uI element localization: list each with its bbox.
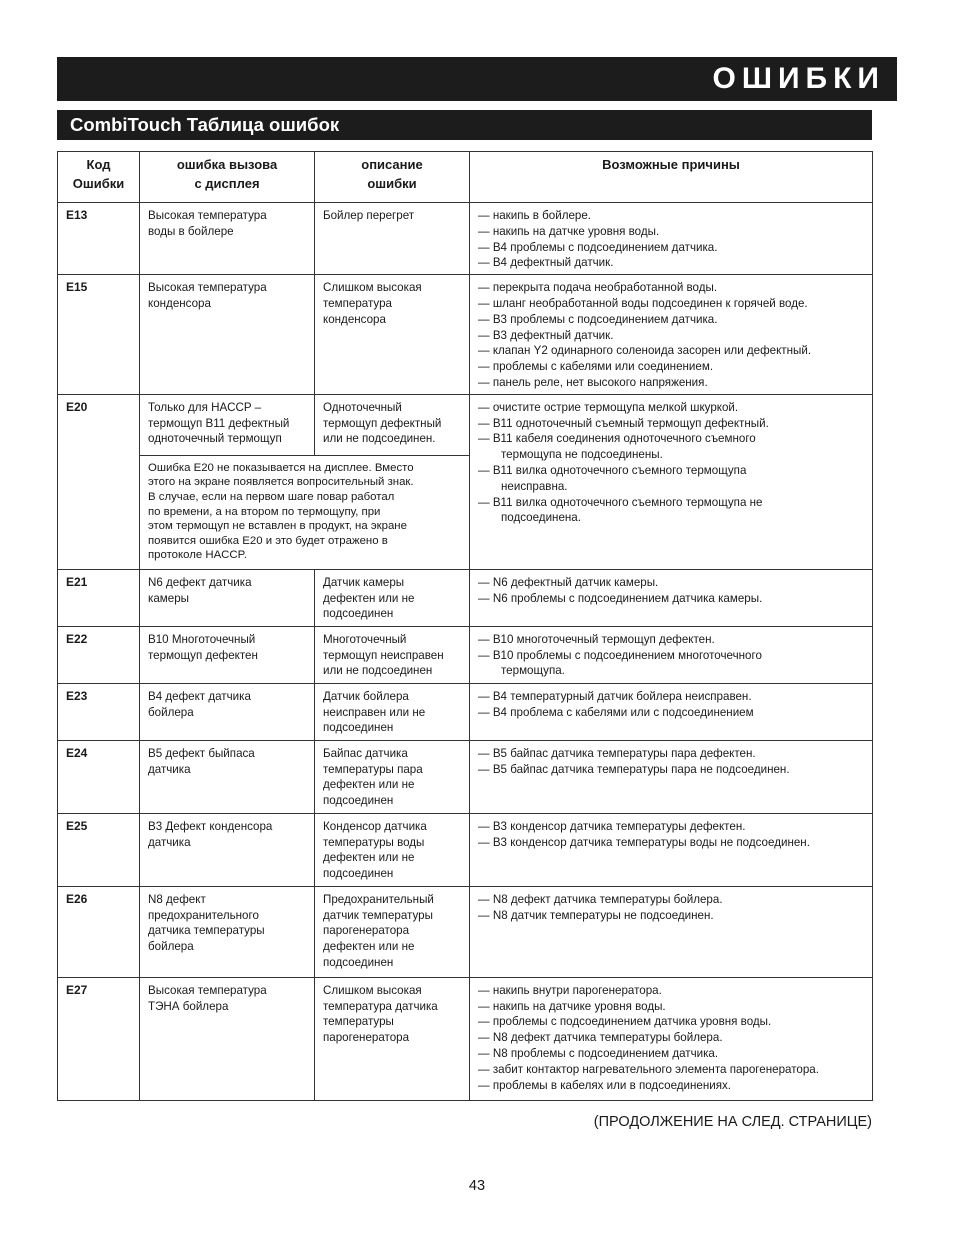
description-line: термощуп дефектный	[323, 416, 442, 430]
cause-line: — B10 проблемы с подсоединением многоточечного	[478, 648, 762, 662]
e20-note	[140, 455, 470, 569]
table-row	[58, 203, 873, 275]
description-line: Многоточечный	[323, 632, 407, 646]
description-line: дефектен или не	[323, 940, 415, 954]
note-line: по времени, а на втором по термощупу, при	[148, 505, 381, 518]
cause-line: — N8 проблемы с подсоединением датчика.	[478, 1046, 719, 1060]
cause-line: — накипь на датчке уровня воды.	[478, 224, 660, 238]
description-line: Конденсор датчика	[323, 819, 427, 833]
cause-line: — панель реле, нет высокого напряжения.	[478, 375, 708, 389]
description-line: Байпас датчика	[323, 746, 408, 760]
display-line: термощуп B11 дефектный	[148, 416, 290, 430]
display-error	[140, 740, 315, 813]
cause-line: — B4 проблема с кабелями или с подсоединением	[478, 705, 754, 719]
error-table	[57, 151, 873, 1101]
description-line: или не подсоединен.	[323, 432, 436, 446]
cause-line: термощупа.	[501, 664, 565, 678]
possible-causes	[470, 813, 873, 886]
cause-line: — B4 температурный датчик бойлера неисправен.	[478, 689, 752, 703]
display-line: воды в бойлере	[148, 224, 234, 238]
header-description-line: ошибки	[367, 176, 417, 191]
possible-causes	[470, 886, 873, 977]
description-line: неисправен или не	[323, 705, 426, 719]
display-line: B5 дефект быйпаса	[148, 746, 255, 760]
display-line: Высокая температура	[148, 983, 267, 997]
page-header-bar	[57, 57, 897, 101]
cause-line: — B5 байпас датчика температуры пара дефектен.	[478, 746, 756, 760]
cause-line: — N8 дефект датчика температуры бойлера.	[478, 892, 723, 906]
display-line: термощуп дефектен	[148, 648, 258, 662]
description-line: подсоединен	[323, 721, 394, 735]
table-row	[58, 275, 873, 395]
description-line: Слишком высокая	[323, 983, 422, 997]
display-line: камеры	[148, 591, 189, 605]
description-line: температуры воды	[323, 835, 425, 849]
description-line: дефектен или не	[323, 591, 415, 605]
error-description	[315, 626, 470, 683]
description-line: Слишком высокая	[323, 281, 422, 295]
note-line: Ошибка E20 не показывается на дисплее. Вместо	[148, 461, 414, 474]
display-line: B10 Многоточечный	[148, 632, 256, 646]
description-line: или не подсоединен	[323, 664, 433, 678]
cause-line: — B5 байпас датчика температуры пара не подсоединен.	[478, 762, 790, 776]
table-row	[58, 394, 873, 455]
cause-line: неисправна.	[501, 479, 568, 493]
display-error	[140, 394, 315, 455]
header-code-line: Код	[86, 157, 111, 172]
possible-causes	[470, 626, 873, 683]
cause-line: — перекрыта подача необработанной воды.	[478, 281, 718, 295]
header-causes	[470, 152, 873, 203]
cause-line: — B3 дефектный датчик.	[478, 328, 614, 342]
display-error	[140, 569, 315, 626]
display-line: Высокая температура	[148, 281, 267, 295]
cause-line: — проблемы с подсоединением датчика уровня воды.	[478, 1015, 772, 1029]
cause-line: — N6 проблемы с подсоединением датчика камеры.	[478, 591, 763, 605]
description-line: Предохранительный	[323, 892, 434, 906]
error-description	[315, 813, 470, 886]
description-line: подсоединен	[323, 867, 394, 881]
error-description	[315, 275, 470, 395]
cause-line: — B4 проблемы с подсоединением датчика.	[478, 240, 718, 254]
cause-line: — клапан Y2 одинарного соленоида засорен или дефектный.	[478, 344, 812, 358]
note-line: В случае, если на первом шаге повар работал	[148, 490, 395, 503]
cause-line: — проблемы в кабелях или в подсоединениях.	[478, 1078, 732, 1092]
description-line: дефектен или не	[323, 778, 415, 792]
header-display-line: ошибка вызова	[176, 157, 278, 172]
table-row	[58, 740, 873, 813]
error-code: E26	[58, 886, 140, 977]
table-row	[58, 569, 873, 626]
header-code-line: Ошибки	[72, 176, 125, 191]
error-code: E27	[58, 977, 140, 1100]
cause-line: — B3 конденсор датчика температуры воды не подсоединен.	[478, 835, 810, 849]
description-line: парогенератора	[323, 924, 410, 938]
error-code: E15	[58, 275, 140, 395]
error-description	[315, 740, 470, 813]
possible-causes	[470, 977, 873, 1100]
possible-causes	[470, 683, 873, 740]
display-error	[140, 683, 315, 740]
display-error	[140, 813, 315, 886]
error-code: E21	[58, 569, 140, 626]
cause-line: термощупа не подсоединены.	[501, 448, 663, 462]
description-line: подсоединен	[323, 955, 394, 969]
error-code: E23	[58, 683, 140, 740]
cause-line: — очистите острие термощупа мелкой шкуркой.	[478, 400, 739, 414]
header-code	[58, 152, 140, 203]
description-line: датчик температуры	[323, 908, 433, 922]
possible-causes	[470, 740, 873, 813]
display-line: Только для HACCP –	[148, 400, 262, 414]
display-error	[140, 626, 315, 683]
error-code: E25	[58, 813, 140, 886]
table-row	[58, 813, 873, 886]
cause-line: подсоединена.	[501, 511, 581, 525]
header-description-line: описание	[361, 157, 423, 172]
cause-line: — N8 дефект датчика температуры бойлера.	[478, 1031, 723, 1045]
cause-line: — B4 дефектный датчик.	[478, 256, 614, 270]
display-error	[140, 203, 315, 275]
description-line: температура	[323, 296, 392, 310]
error-description	[315, 203, 470, 275]
table-row	[58, 977, 873, 1100]
description-line: Датчик бойлера	[323, 689, 409, 703]
note-line: появится ошибка E20 и это будет отражено в	[148, 534, 388, 547]
display-line: одноточечный термощуп	[148, 432, 282, 446]
display-error	[140, 886, 315, 977]
section-title: CombiTouch Таблица ошибок	[70, 114, 340, 135]
display-line: N6 дефект датчика	[148, 575, 252, 589]
display-line: B3 Дефект конденсора	[148, 819, 273, 833]
header-display-line: с дисплея	[194, 176, 260, 191]
cause-line: — N6 дефектный датчик камеры.	[478, 575, 659, 589]
error-description	[315, 569, 470, 626]
possible-causes	[470, 394, 873, 569]
table-header-row	[58, 152, 873, 203]
header-description	[315, 152, 470, 203]
error-code: E13	[58, 203, 140, 275]
cause-line: — шланг необработанной воды подсоединен к горячей воде.	[478, 296, 808, 310]
description-line: Датчик камеры	[323, 575, 405, 589]
error-description	[315, 977, 470, 1100]
display-line: датчика	[148, 835, 191, 849]
possible-causes	[470, 569, 873, 626]
page-title: ОШИБКИ	[712, 62, 885, 95]
display-line: бойлера	[148, 940, 194, 954]
cause-line: — B3 проблемы с подсоединением датчика.	[478, 312, 718, 326]
note-line: этом термощуп не вставлен в продукт, на экране	[148, 520, 407, 533]
error-description	[315, 886, 470, 977]
display-line: конденсора	[148, 296, 211, 310]
table-row	[58, 626, 873, 683]
display-line: N8 дефект	[148, 892, 206, 906]
error-code: E20	[58, 394, 140, 569]
cause-line: — N8 датчик температуры не подсоединен.	[478, 908, 714, 922]
description-line: парогенератора	[323, 1031, 410, 1045]
page-number: 43	[468, 1178, 486, 1194]
cause-line: — B11 кабеля соединения одноточечного съемного	[478, 432, 756, 446]
description-line: термощуп неисправен	[323, 648, 444, 662]
cause-line: — накипь внутри парогенератора.	[478, 983, 662, 997]
cause-line: — B11 вилка одноточечного съемного термощупа не	[478, 495, 763, 509]
cause-line: — B11 одноточечный съемный термощуп дефектный.	[478, 416, 769, 430]
continue-note: (ПРОДОЛЖЕНИЕ НА СЛЕД. СТРАНИЦЕ)	[593, 1114, 872, 1130]
display-line: бойлера	[148, 705, 194, 719]
description-line: подсоединен	[323, 794, 394, 808]
description-line: Одноточечный	[323, 400, 402, 414]
possible-causes	[470, 203, 873, 275]
description-line: дефектен или не	[323, 851, 415, 865]
display-line: Высокая температура	[148, 209, 267, 222]
description-line: температуры	[323, 1015, 394, 1029]
cause-line: — B10 многоточечный термощуп дефектен.	[478, 632, 715, 646]
cause-line: — B11 вилка одноточечного съемного термощупа	[478, 463, 747, 477]
display-line: B4 дефект датчика	[148, 689, 251, 703]
possible-causes	[470, 275, 873, 395]
display-error	[140, 275, 315, 395]
note-line: протоколе HACCP.	[148, 549, 247, 562]
display-line: датчика температуры	[148, 924, 265, 938]
display-line: датчика	[148, 762, 191, 776]
note-line: этого на экране появляется вопросительный знак.	[148, 476, 414, 489]
description-line: Бойлер перегрет	[323, 209, 415, 222]
table-row	[58, 683, 873, 740]
cause-line: — B3 конденсор датчика температуры дефектен.	[478, 819, 746, 833]
display-line: ТЭНА бойлера	[148, 999, 229, 1013]
error-code: E22	[58, 626, 140, 683]
cause-line: — проблемы с кабелями или соединением.	[478, 360, 714, 374]
header-display	[140, 152, 315, 203]
error-description	[315, 683, 470, 740]
error-description	[315, 394, 470, 455]
table-row	[58, 886, 873, 977]
error-code: E24	[58, 740, 140, 813]
header-causes-line: Возможные причины	[602, 157, 740, 172]
section-header-bar	[57, 110, 872, 140]
display-line: предохранительного	[148, 908, 259, 922]
cause-line: — накипь на датчике уровня воды.	[478, 999, 666, 1013]
description-line: подсоединен	[323, 607, 394, 621]
description-line: температуры пара	[323, 762, 423, 776]
cause-line: — накипь в бойлере.	[478, 209, 592, 222]
description-line: температура датчика	[323, 999, 438, 1013]
cause-line: — забит контактор нагревательного элемента парогенератора.	[478, 1062, 819, 1076]
description-line: конденсора	[323, 312, 386, 326]
display-error	[140, 977, 315, 1100]
